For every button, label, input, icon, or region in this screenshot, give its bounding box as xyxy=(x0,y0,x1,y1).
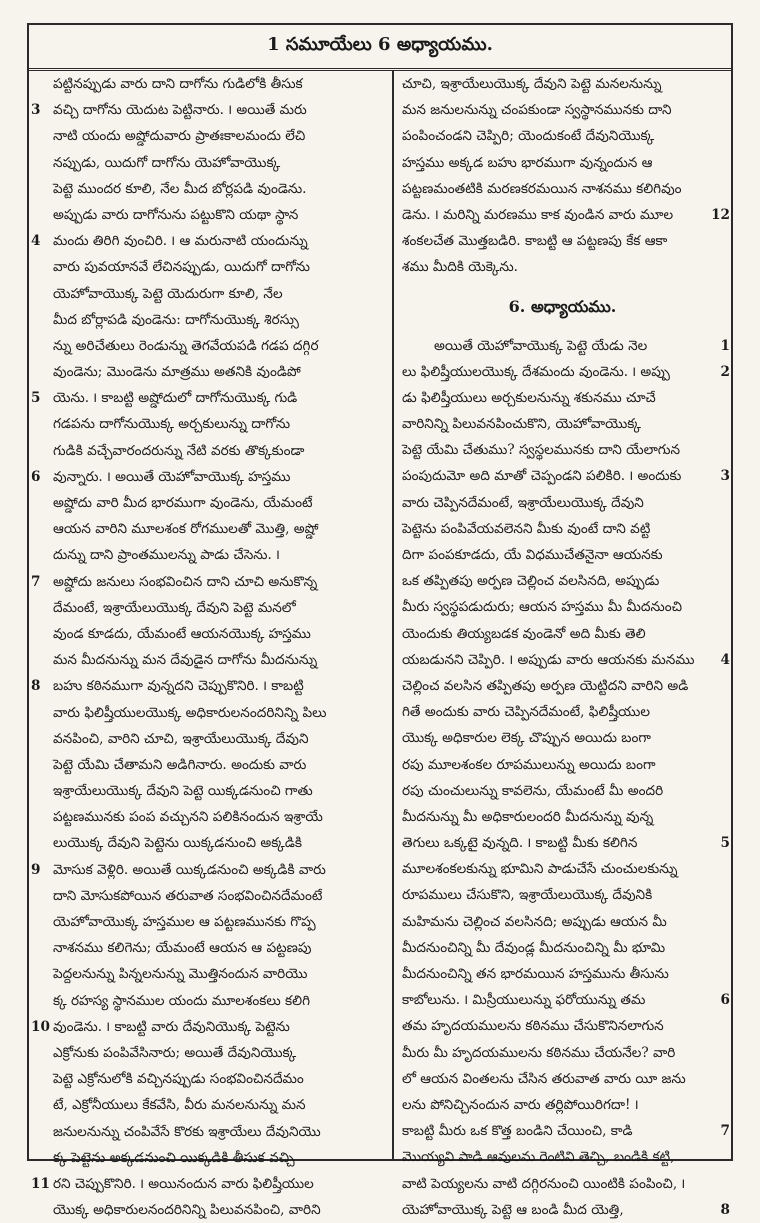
text-line xyxy=(29,647,392,673)
line-text: పెట్టెను పంపివేయవలెనని మీకు వుంటే దాని వట్టి xyxy=(402,520,651,537)
line-text: వారినిన్ని పిలువనపించుకొని, యెహోవాయొక్క xyxy=(402,416,641,433)
verse-number: 3 xyxy=(720,468,730,485)
verse-number: 7 xyxy=(720,1123,730,1140)
text-line xyxy=(29,1197,392,1223)
text-line xyxy=(29,935,392,961)
line-text: ఎక్రోనుకు పంపివేసినారు; అయితే దేవునియొక్క xyxy=(53,1044,297,1061)
right-column xyxy=(394,71,731,1218)
line-text: శంకలచేత మొత్తబడిరి. కాబట్టి ఆ పట్టణపు కేక ఆకా xyxy=(402,233,668,250)
line-text: లో ఆయన వింతలను చేసిన తరువాత వారు యీ జను xyxy=(402,1070,686,1087)
text-line xyxy=(394,123,731,149)
text-line xyxy=(394,830,731,856)
line-text: వుండ కూడదు, యేమంటే ఆయనయొక్క హస్తము xyxy=(53,625,311,642)
text-line xyxy=(29,202,392,228)
text-line xyxy=(29,1171,392,1197)
line-text: రపు మూలశంకల రూపములున్ను అయిదు బంగా xyxy=(402,756,656,773)
text-line xyxy=(29,830,392,856)
line-text: యెహోవాయొక్క పెట్టె ఆ బండి మీద యెత్తి, xyxy=(402,1201,624,1218)
text-line xyxy=(29,228,392,254)
line-text: మీదనుంచిన్ని తన భారమయిన హస్తమును తీసును xyxy=(402,966,669,982)
text-line xyxy=(29,71,392,97)
line-text: నాటి యందు అష్డోదువారు ప్రాతఃకాలమందు లేచి xyxy=(53,128,306,145)
verse-number: 6 xyxy=(31,468,41,485)
text-line xyxy=(394,778,731,804)
line-text: పంపించండని చెప్పిరి; యెందుకంటే దేవునియొక్క xyxy=(402,128,655,145)
line-text: రపు చుంచులున్ను కావలెను, యేమంటే మీ అందరి xyxy=(402,782,664,799)
line-text: యెహోవాయొక్క పెట్టె యెదురుగా కూలి, నేల xyxy=(53,285,283,302)
line-text: వనపించి, వారిని చూచి, ఇశ్రాయేలుయొక్క దేవుని xyxy=(53,730,309,747)
line-text: మూలశంకలకున్ను భూమిని పాడుచేసే చుంచులకున్ను xyxy=(402,861,678,878)
line-text: పట్టణమంతటికి మరణకరమయిన నాశనము కలిగివుం xyxy=(402,180,682,197)
text-line xyxy=(29,385,392,411)
line-text: గడపను దాగోనుయొక్క అర్చకులున్ను దాగోను xyxy=(53,416,291,433)
text-line xyxy=(29,1066,392,1092)
text-line xyxy=(394,385,731,411)
line-text: శము మీదికి యెక్కెను. xyxy=(402,259,518,276)
text-line xyxy=(394,1118,731,1144)
text-line xyxy=(394,594,731,620)
line-text: పట్టినప్పుడు వారు దాని దాగోను గుడిలోకి తీసుక xyxy=(53,76,303,92)
line-text: డు ఫిలిష్తీయులు అర్చకులనున్ను శకునము చూచే xyxy=(402,389,656,406)
text-line xyxy=(29,123,392,149)
line-text: లు ఫిలిష్తీయులయొక్క దేశమందు వుండెను. ౹ అప్పు xyxy=(402,363,670,380)
text-line xyxy=(29,726,392,752)
line-text: వుండెను; మొండెను మాత్రము అతనికి వుండిపో xyxy=(53,364,301,381)
right-column-bottom xyxy=(394,333,731,1223)
line-text: మోసుక వెళ్లిరి. అయితే యిక్కడనుంచి అక్కడికి వారు xyxy=(53,861,326,878)
line-text: బహు కఠినముగా వున్నదని చెప్పుకొనిరి. ౹ కాబట్టి xyxy=(53,678,304,695)
line-text: దున్ను దాని ప్రాంతములన్ను పాడు చేసెను. ౹ xyxy=(53,547,280,564)
line-text: పెట్టె ఎక్రోనులోకి వచ్చినప్పుడు సంభవించినదేమం xyxy=(53,1071,304,1088)
line-text: పెట్టె యేమి చేతుము? స్వస్థలమునకు దాని యేలాగున xyxy=(402,442,680,459)
line-text: యెందుకు తియ్యబడక వుండెనో అది మీకు తెలి xyxy=(402,625,646,642)
text-line xyxy=(394,333,731,359)
line-text: నాశనము కలిగెను; యేమంటే ఆయన ఆ పట్టణపు xyxy=(53,940,312,957)
line-text: మీదనుంచిన్ని మీ దేవుండ్ల మీదనుంచిన్ని మీ భూమి xyxy=(402,939,666,956)
text-line xyxy=(29,1119,392,1145)
line-text: రూపములు చేసుకొని, ఇశ్రాయేలుయొక్క దేవునికి xyxy=(402,887,653,904)
text-line xyxy=(394,752,731,778)
text-line xyxy=(394,1040,731,1066)
text-line xyxy=(394,1013,731,1039)
line-text: మన మీదనున్ను మన దేవుడైన దాగోను మీదనున్ను xyxy=(53,652,318,669)
line-text: కాబోలును. ౹ మిస్రీయులున్ను ఫరోయున్ను తమ xyxy=(402,992,646,1009)
line-text: మీరు మీ హృదయములను కఠినము చేయనేల? వారి xyxy=(402,1044,676,1061)
left-column xyxy=(29,71,394,1219)
line-text: వారు పువయానవే లేచినప్పుడు, యిదుగో దాగోను xyxy=(53,259,310,276)
text-line xyxy=(394,621,731,647)
text-line xyxy=(29,438,392,464)
text-line xyxy=(29,804,392,830)
text-line xyxy=(29,673,392,699)
line-text: టే, ఎక్రోనీయులు కేకవేసి, వీరు మనలనున్ను మన xyxy=(53,1097,306,1114)
text-line xyxy=(29,778,392,804)
text-line xyxy=(29,569,392,595)
text-line xyxy=(394,254,731,280)
chapter-heading: 6. అధ్యాయము. xyxy=(508,296,617,316)
line-text: వారు చెప్పినదేమంటే, ఇశ్రాయేలుయొక్క దేవుని xyxy=(402,494,644,511)
verse-number: 4 xyxy=(31,233,41,250)
text-line xyxy=(29,254,392,280)
line-text: యబడునని చెప్పిరి. ౹ అప్పుడు వారు ఆయనకు మనము xyxy=(402,651,695,668)
text-line xyxy=(29,490,392,516)
line-text: ఇశ్రాయేలుయొక్క దేవుని పెట్టె యిక్కడనుంచి గాతు xyxy=(53,783,313,800)
text-line xyxy=(394,987,731,1013)
text-line xyxy=(394,228,731,254)
line-text: మహిమను చెల్లించ వలసినది; అప్పుడు ఆయన మీ xyxy=(402,913,667,930)
text-line xyxy=(394,463,731,489)
verse-number: 2 xyxy=(720,363,730,380)
line-text: మీదనున్ను మీ అధికారులందరి మీదనున్ను వున్న xyxy=(402,808,654,825)
verse-number: 9 xyxy=(31,861,41,878)
text-line xyxy=(29,307,392,333)
text-line xyxy=(29,464,392,490)
line-text: నప్పుడు, యిదుగో దాగోను యెహోవాయొక్క xyxy=(53,154,281,171)
text-line xyxy=(29,1145,392,1171)
text-line xyxy=(29,621,392,647)
line-text: యొక్క అధికారులనందరినిన్ని పిలువనపించి, వారిని xyxy=(53,1202,321,1219)
text-line xyxy=(394,961,731,987)
text-line xyxy=(29,857,392,883)
text-line xyxy=(394,804,731,830)
text-line xyxy=(394,1197,731,1223)
line-text: మీద బోర్లాపడి వుండెను: దాగోనుయొక్క శిరస్సు xyxy=(53,311,299,328)
text-line xyxy=(29,359,392,385)
page-frame xyxy=(27,23,733,1219)
text-line xyxy=(29,988,392,1014)
line-text: వచ్చి దాగోను యెదుట పెట్టినారు. ౹ అయితే మరు xyxy=(53,102,307,119)
line-text: చూచి, ఇశ్రాయేలుయొక్క దేవుని పెట్టె మనలనున్ను xyxy=(402,76,662,92)
verse-number: 5 xyxy=(31,390,41,407)
line-text: లను పోనిచ్చినందున వారు తర్లిపోయిరిగదా! ౹ xyxy=(402,1096,639,1113)
text-line xyxy=(394,935,731,961)
verse-number: 4 xyxy=(720,651,730,668)
line-text: రని చెప్పుకొనిరి. ౹ అయినందున వారు ఫిలిష్తీయుల xyxy=(53,1175,314,1192)
text-line xyxy=(29,595,392,621)
line-text: అష్డోదు వారి మీద భారముగా వుండెను, యేమంటే xyxy=(53,495,313,511)
text-line xyxy=(394,202,731,228)
line-text: పెట్టె యేమి చేతామని అడిగినారు. అందుకు వారు xyxy=(53,756,307,773)
line-text: తెగులు ఒక్కటై వున్నది. ౹ కాబట్టి మీకు కలిగిన xyxy=(402,835,638,852)
text-line xyxy=(394,568,731,594)
line-text: దిగా పంపకూడదు, యే విధముచేతనైనా ఆయనకు xyxy=(402,547,663,563)
line-text: మొయ్యని పాడి ఆవులను రెంటిని తెచ్చి, బండికి కట్టి, xyxy=(402,1149,675,1166)
line-text: అష్డోదు జనులు సంభవించిన దాని చూచి అనుకొన్న xyxy=(53,573,318,590)
line-text: న్ను అరిచేతులు రెండున్ను తెగవేయపడి గడప దగ్గిర xyxy=(53,337,319,354)
text-line xyxy=(394,150,731,176)
line-text: కాబట్టి మీరు ఒక కొత్త బండిని చేయించి, కాడి xyxy=(402,1123,633,1140)
line-text: హస్తము అక్కడ బహు భారముగా వున్నందున ఆ xyxy=(402,154,653,171)
line-text: ఆయన వారిని మూలశంక రోగములతో మొత్తి, అష్డో xyxy=(53,521,319,538)
text-line xyxy=(29,883,392,909)
line-text: అయితే యెహోవాయొక్క పెట్టె యేడు నెల xyxy=(434,337,648,354)
text-line xyxy=(29,516,392,542)
text-line xyxy=(394,1144,731,1170)
verse-number: 1 xyxy=(720,337,730,354)
text-line xyxy=(29,281,392,307)
line-text: క్క రహస్య స్థానముల యందు మూలశంకలు కలిగి xyxy=(53,992,310,1009)
line-text: చెల్లించ వలసిన తప్పితపు అర్పణ యెట్టిదని వారిని అడి xyxy=(402,677,689,694)
text-line xyxy=(29,961,392,987)
line-text: వారు ఫిలిష్తీయులయొక్క అధికారులనందరినిన్ని పిలు xyxy=(53,704,327,721)
verse-number: 12 xyxy=(711,206,730,223)
line-text: జనులనున్ను చంపివేసే కొరకు ఇశ్రాయేలు దేవునియొ xyxy=(53,1123,321,1140)
line-text: వాటి పెయ్యలను వాటి దగ్గిరనుంచి యింటికి పంపించి, ౹ xyxy=(402,1175,686,1192)
text-line xyxy=(394,909,731,935)
text-line xyxy=(394,647,731,673)
text-line xyxy=(394,1171,731,1197)
right-column-top xyxy=(394,71,731,281)
verse-number: 8 xyxy=(31,678,41,695)
line-text: గుడికి వచ్చేవారందరున్ను నేటి వరకు తొక్కకుండా xyxy=(53,442,305,459)
page-title: 1 సమూయేలు 6 అధ్యాయము. xyxy=(29,25,731,71)
text-line xyxy=(29,1040,392,1066)
text-line xyxy=(29,700,392,726)
text-line xyxy=(29,909,392,935)
text-line xyxy=(394,1092,731,1118)
line-text: పెట్టె ముందర కూలి, నేల మీద బోర్లపడి వుండెను. xyxy=(53,180,307,197)
line-text: యెను. ౹ కాబట్టి అష్డోదులో దాగోనుయొక్క గుడి xyxy=(53,390,298,407)
line-text: క్క పెట్టెను అక్కడనుంచి యిక్కడికి తీసుక వచ్చి xyxy=(53,1149,295,1166)
line-text: యొక్క అధికారుల లెక్క చొప్పున అయిదు బంగా xyxy=(402,730,651,747)
text-line xyxy=(29,1014,392,1040)
verse-number: 3 xyxy=(31,102,41,119)
text-line xyxy=(394,1066,731,1092)
text-line xyxy=(29,150,392,176)
line-text: వున్నారు. ౹ అయితే యెహోవాయొక్క హస్తము xyxy=(53,468,291,485)
text-line xyxy=(394,673,731,699)
line-text: అప్పుడు వారు దాగోనును పట్టుకొని యథా స్థాన xyxy=(53,206,299,223)
text-line xyxy=(394,176,731,202)
line-text: ఒక తప్పితపు అర్పణ చెల్లించ వలసినది, అప్పుడు xyxy=(402,573,660,590)
text-line xyxy=(394,699,731,725)
text-line xyxy=(394,725,731,751)
text-line xyxy=(394,411,731,437)
line-text: పట్టణమునకు పంప వచ్చునని పలికినందున ఇశ్రాయే xyxy=(53,809,323,826)
text-line xyxy=(29,176,392,202)
text-line xyxy=(394,542,731,568)
line-text: మందు తిరిగి వుంచిరి. ౹ ఆ మరునాటి యందున్ను xyxy=(53,233,308,250)
line-text: తమ హృదయములను కఠినము చేసుకొనినలాగున xyxy=(402,1018,664,1035)
line-text: యెహోవాయొక్క హస్తముల ఆ పట్టణమునకు గొప్ప xyxy=(53,914,316,930)
line-text: వుండెను. ౹ కాబట్టి వారు దేవునియొక్క పెట్టెను xyxy=(53,1018,290,1035)
text-line xyxy=(394,516,731,542)
text-line xyxy=(394,437,731,463)
verse-number: 6 xyxy=(720,992,730,1009)
line-text: మీరు స్వస్థపడుదురు; ఆయన హస్తము మీ మీదనుంచి xyxy=(402,599,683,616)
text-line xyxy=(29,333,392,359)
text-line xyxy=(29,1092,392,1118)
line-text: మన జనులనున్ను చంపకుండా స్వస్థానమునకు దాని xyxy=(402,102,672,119)
line-text: పంపుదుమో అది మాతో చెప్పండని పలికిరి. ౹ అందుకు xyxy=(402,468,682,485)
line-text: లుయొక్క దేవుని పెట్టెను యిక్కడనుంచి అక్కడికి xyxy=(53,835,303,852)
text-line xyxy=(394,71,731,97)
text-line xyxy=(394,490,731,516)
text-line xyxy=(29,542,392,568)
line-text: దాని మోసుకపోయిన తరువాత సంభవించినదేమంటే xyxy=(53,887,323,904)
line-text: డెను. ౹ మరిన్ని మరణము కాక వుండిన వారు మూల xyxy=(402,206,674,223)
text-line xyxy=(29,752,392,778)
text-line xyxy=(29,411,392,437)
verse-number: 5 xyxy=(720,835,730,852)
verse-number: 8 xyxy=(720,1201,730,1218)
text-line xyxy=(29,97,392,123)
line-text: పెద్దలనున్ను పిన్నలనున్ను మొత్తినందున వారియొ xyxy=(53,966,308,983)
text-line xyxy=(394,359,731,385)
verse-number: 10 xyxy=(31,1018,50,1035)
line-text: దేమంటే, ఇశ్రాయేలుయొక్క దేవుని పెట్టె మనలో xyxy=(53,599,296,616)
line-text: గితే అందుకు వారు చెప్పినదేమంటే, ఫిలిష్తీయుల xyxy=(402,704,650,721)
text-line xyxy=(394,856,731,882)
text-line xyxy=(394,97,731,123)
verse-number: 7 xyxy=(31,573,41,590)
verse-number: 11 xyxy=(31,1175,50,1192)
text-line xyxy=(394,882,731,908)
